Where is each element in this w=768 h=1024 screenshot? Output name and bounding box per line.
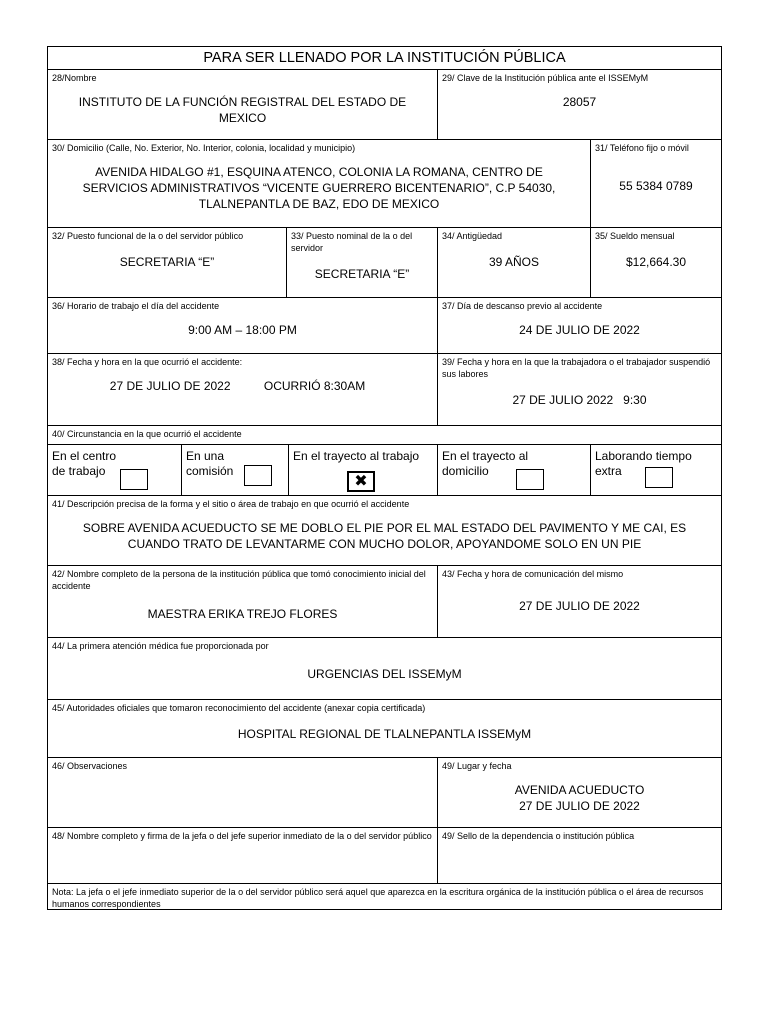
- field-33-value[interactable]: SECRETARIA “E”: [314, 267, 410, 281]
- field-45-label: 45/ Autoridades oficiales que tomaron reconocimiento del accidente (anexar copia certificada): [52, 703, 426, 713]
- field-29-clave: [437, 70, 721, 139]
- field-37-value[interactable]: 24 DE JULIO DE 2022: [519, 323, 640, 337]
- field-48-jefe: [48, 828, 437, 883]
- option-tiempo-extra-label: Laborando tiempo extra: [595, 449, 692, 478]
- field-38-fecha-accidente: [48, 354, 437, 425]
- field-43-comunicacion: [437, 566, 721, 637]
- field-30-domicilio: [48, 140, 590, 227]
- option-centro-trabajo-label: En el centro de trabajo: [52, 449, 117, 478]
- field-35-value[interactable]: $12,664.30: [625, 255, 687, 269]
- field-41-value[interactable]: SOBRE AVENIDA ACUEDUCTO SE ME DOBLO EL PIE POR EL MAL ESTADO DEL PAVIMENTO Y ME CAI, ES CUANDO TRATO DE LEVANTARME CON MUCHO DOLOR, APOYANDOME SOLO EN UN PIE: [82, 521, 687, 551]
- field-42-persona: [48, 566, 437, 637]
- field-42-label: 42/ Nombre completo de la persona de la institución pública que tomó conocimiento inicial del accidente: [52, 569, 426, 591]
- field-35-label: 35/ Sueldo mensual: [595, 231, 675, 241]
- field-33-puesto-nominal: [286, 228, 437, 297]
- row-medical: [48, 637, 721, 699]
- field-49-sello: [437, 828, 721, 883]
- row-address: [48, 139, 721, 227]
- field-34-label: 34/ Antigüedad: [442, 231, 503, 241]
- field-37-label: 37/ Día de descanso previo al accidente: [442, 301, 603, 311]
- checkbox-trayecto-trabajo-checked[interactable]: [347, 471, 375, 492]
- row-description: [48, 495, 721, 565]
- field-34-value[interactable]: 39 AÑOS: [488, 255, 540, 269]
- row-schedule: [48, 297, 721, 353]
- field-29-value[interactable]: 28057: [562, 95, 597, 109]
- field-28-label: 28/Nombre: [52, 73, 97, 83]
- option-comision-label: En una comisión: [186, 449, 234, 478]
- option-comision: [181, 445, 288, 495]
- row-signature: [48, 827, 721, 883]
- field-43-label: 43/ Fecha y hora de comunicación del mismo: [442, 569, 624, 579]
- field-30-label: 30/ Domicilio (Calle, No. Exterior, No. Interior, colonia, localidad y municipio): [52, 143, 356, 153]
- field-37-descanso: [437, 298, 721, 353]
- row-accident-time: [48, 353, 721, 425]
- field-28-value[interactable]: INSTITUTO DE LA FUNCIÓN REGISTRAL DEL ESTADO DE MEXICO: [78, 95, 407, 125]
- checkbox-centro-trabajo[interactable]: [120, 469, 148, 490]
- field-32-value[interactable]: SECRETARIA “E”: [119, 255, 215, 269]
- option-centro-trabajo: [48, 445, 181, 495]
- field-38-time[interactable]: OCURRIÓ 8:30AM: [263, 379, 366, 393]
- accident-report-form: [47, 46, 722, 910]
- field-49a-line2[interactable]: 27 DE JULIO DE 2022: [519, 799, 640, 813]
- row-position: [48, 227, 721, 297]
- field-29-label: 29/ Clave de la Institución pública ante el ISSEMyM: [442, 73, 649, 83]
- field-32-puesto-funcional: [48, 228, 286, 297]
- field-39-suspension: [437, 354, 721, 425]
- field-36-label: 36/ Horario de trabajo el día del accidente: [52, 301, 220, 311]
- field-39-label: 39/ Fecha y hora en la que la trabajadora o el trabajador suspendió sus labores: [442, 357, 711, 379]
- checkbox-tiempo-extra[interactable]: [645, 467, 673, 488]
- field-44-label: 44/ La primera atención médica fue proporcionada por: [52, 641, 269, 651]
- row-authorities: [48, 699, 721, 757]
- field-32-label: 32/ Puesto funcional de la o del servidor público: [52, 231, 244, 241]
- field-38-date[interactable]: 27 DE JULIO DE 2022: [109, 379, 231, 393]
- field-36-value[interactable]: 9:00 AM – 18:00 PM: [188, 323, 297, 337]
- field-42-value[interactable]: MAESTRA ERIKA TREJO FLORES: [147, 607, 338, 621]
- x-mark-icon: ✖: [354, 473, 368, 490]
- field-33-label: 33/ Puesto nominal de la o del servidor: [291, 231, 413, 253]
- form-title: PARA SER LLENADO POR LA INSTITUCIÓN PÚBLICA: [203, 50, 566, 66]
- field-48-label: 48/ Nombre completo y firma de la jefa o del jefe superior inmediato de la o del servidor público: [52, 831, 432, 841]
- checkbox-trayecto-domicilio[interactable]: [516, 469, 544, 490]
- row-circumstance: [48, 425, 721, 495]
- row-witness: [48, 565, 721, 637]
- field-46-label: 46/ Observaciones: [52, 761, 128, 771]
- option-trayecto-trabajo-label: En el trayecto al trabajo: [293, 449, 420, 463]
- field-31-label: 31/ Teléfono fijo o móvil: [595, 143, 689, 153]
- row-institution: [48, 69, 721, 139]
- field-44-value[interactable]: URGENCIAS DEL ISSEMyM: [307, 667, 462, 681]
- field-39-value[interactable]: 27 DE JULIO 2022 9:30: [512, 393, 647, 407]
- field-49a-line1[interactable]: AVENIDA ACUEDUCTO: [514, 783, 645, 797]
- form-note: Nota: La jefa o el jefe inmediato superior de la o del servidor público será aquel que aparezca en la escritura orgánica de la institución pública o el área de recursos humanos correspondientes: [52, 887, 704, 909]
- row-observations: [48, 757, 721, 827]
- field-35-sueldo: [590, 228, 721, 297]
- checkbox-comision[interactable]: [244, 465, 272, 486]
- field-49-lugar-fecha: [437, 758, 721, 827]
- field-45-value[interactable]: HOSPITAL REGIONAL DE TLALNEPANTLA ISSEMyM: [237, 727, 532, 741]
- field-38-label: 38/ Fecha y hora en la que ocurrió el accidente:: [52, 357, 243, 367]
- option-tiempo-extra: [590, 445, 721, 495]
- field-40-label: 40/ Circunstancia en la que ocurrió el accidente: [52, 429, 242, 439]
- field-49b-label: 49/ Sello de la dependencia o institución pública: [442, 831, 635, 841]
- option-trayecto-trabajo: [288, 445, 437, 495]
- option-trayecto-domicilio-label: En el trayecto al domicilio: [442, 449, 529, 478]
- field-31-telefono: [590, 140, 721, 227]
- field-43-value[interactable]: 27 DE JULIO DE 2022: [519, 599, 640, 613]
- field-36-horario: [48, 298, 437, 353]
- field-31-value[interactable]: 55 5384 0789: [619, 179, 693, 193]
- row-note: [48, 883, 721, 909]
- field-30-value[interactable]: AVENIDA HIDALGO #1, ESQUINA ATENCO, COLONIA LA ROMANA, CENTRO DE SERVICIOS ADMINISTRATIVOS “VICENTE GUERRERO BICENTENARIO”, C.P 54030, TLALNEPANTLA DE BAZ, EDO DE MEXICO: [82, 165, 556, 211]
- field-38-value-wrap: [48, 378, 437, 394]
- field-40-options: [48, 444, 721, 495]
- field-34-antiguedad: [437, 228, 590, 297]
- field-46-observaciones: [48, 758, 437, 827]
- field-28-nombre: [48, 70, 437, 139]
- option-trayecto-domicilio: [437, 445, 590, 495]
- field-49a-label: 49/ Lugar y fecha: [442, 761, 512, 771]
- field-41-label: 41/ Descripción precisa de la forma y el sitio o área de trabajo en que ocurrió el accidente: [52, 499, 410, 509]
